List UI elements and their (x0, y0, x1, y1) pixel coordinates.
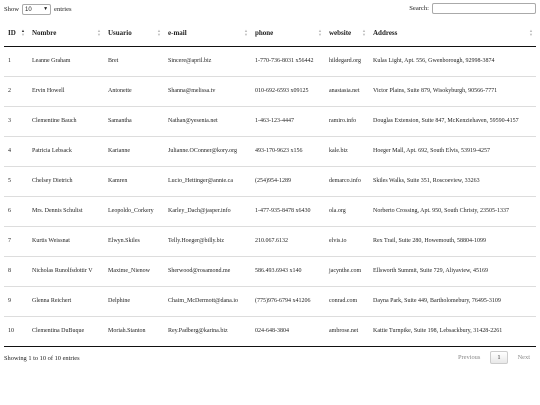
sort-arrows-icon: ▲ ▼ (157, 27, 161, 37)
website-cell: jacynthe.com (325, 256, 369, 286)
address-cell: Ellsworth Summit, Suite 729, Aliyaview, 45169 (369, 256, 536, 286)
website-cell: conrad.com (325, 286, 369, 316)
email-cell: Lucio_Hettinger@annie.ca (164, 166, 251, 196)
phone-cell: (775)976-6794 x41206 (251, 286, 325, 316)
address-cell: Norberto Crossing, Apt. 950, South Christy, 23505-1337 (369, 196, 536, 226)
username-cell: Karianne (104, 136, 164, 166)
name-cell: Clementina DuBuque (28, 316, 104, 346)
website-cell: demarco.info (325, 166, 369, 196)
address-cell: Douglas Extension, Suite 847, McKenziehaven, 59590-4157 (369, 106, 536, 136)
email-cell: Shanna@melissa.tv (164, 76, 251, 106)
website-cell: ola.org (325, 196, 369, 226)
phone-cell: 1-477-935-8478 x6430 (251, 196, 325, 226)
address-cell: Rex Trail, Suite 280, Howemouth, 58804-1099 (369, 226, 536, 256)
length-control (4, 4, 72, 15)
search-input[interactable] (432, 3, 536, 14)
phone-cell: 1-770-736-8031 x56442 (255, 57, 314, 64)
table-header-row (4, 20, 536, 46)
username-cell: Antonette (104, 76, 164, 106)
column-header-usuario[interactable] (104, 20, 164, 46)
website-cell: elvis.io (325, 226, 369, 256)
username-cell: Moriah.Stanton (104, 316, 164, 346)
username-cell: Leopoldo_Corkery (104, 196, 164, 226)
table-controls (4, 3, 536, 17)
next-button[interactable]: Next (517, 354, 530, 361)
sort-arrows-icon: ▲ ▼ (529, 27, 533, 37)
name-cell: Ervin Howell (28, 76, 104, 106)
name-cell: Clementine Bauch (28, 106, 104, 136)
email-cell: Telly.Hoeger@billy.biz (164, 226, 251, 256)
name-cell: Mrs. Dennis Schulist (28, 196, 104, 226)
column-header-label: phone (255, 28, 274, 37)
table-info: Showing 1 to 10 of 10 entries (4, 355, 80, 362)
id-cell: 9 (4, 286, 28, 316)
entries-select[interactable] (22, 4, 51, 15)
column-header-nombre[interactable] (28, 20, 104, 46)
id-cell: 6 (4, 196, 28, 226)
email-cell: Sincere@april.biz (168, 57, 212, 64)
column-header-label: Usuario (108, 28, 132, 37)
id-cell: 8 (4, 256, 28, 286)
column-header-label: e-mail (168, 28, 187, 37)
table-row (4, 256, 536, 286)
column-header-address[interactable] (369, 20, 536, 46)
address-cell: Hoeger Mall, Apt. 692, South Elvis, 53919-4257 (369, 136, 536, 166)
phone-cell: 024-648-3804 (251, 316, 325, 346)
entries-label: entries (54, 6, 72, 13)
email-cell: Rey.Padberg@karina.biz (164, 316, 251, 346)
name-cell: Nicholas Runolfsdottir V (28, 256, 104, 286)
phone-cell: (254)954-1289 (251, 166, 325, 196)
id-cell: 1 (8, 57, 11, 64)
phone-cell: 210.067.6132 (251, 226, 325, 256)
username-cell: Elwyn.Skiles (104, 226, 164, 256)
username-cell: Maxime_Nienow (104, 256, 164, 286)
table-row (4, 106, 536, 136)
sort-arrows-icon: ▲ ▼ (318, 27, 322, 37)
address-cell: Kattie Turnpike, Suite 198, Lebsackbury, 31428-2261 (369, 316, 536, 346)
website-cell: hildegard.org (329, 57, 362, 64)
column-header-id[interactable] (4, 20, 28, 46)
phone-cell: 493-170-9623 x156 (251, 136, 325, 166)
address-cell: Kulas Light, Apt. 556, Gwenborough, 92998-3874 (373, 57, 495, 64)
table-body (4, 46, 536, 346)
name-cell: Kurtis Weissnat (28, 226, 104, 256)
table-row (4, 226, 536, 256)
website-cell: anastasia.net (325, 76, 369, 106)
column-header-label: Nombre (32, 28, 57, 37)
id-cell: 10 (4, 316, 28, 346)
username-cell: Samantha (104, 106, 164, 136)
name-cell: Chelsey Dietrich (28, 166, 104, 196)
email-cell: Karley_Dach@jasper.info (164, 196, 251, 226)
pagination (452, 351, 536, 364)
column-header-e-mail[interactable] (164, 20, 251, 46)
column-header-label: Address (373, 28, 398, 37)
address-cell: Dayna Park, Suite 449, Bartholomebury, 76495-3109 (369, 286, 536, 316)
sort-arrows-icon: ▲ ▼ (244, 27, 248, 37)
search-control (409, 3, 536, 14)
phone-cell: 1-463-123-4447 (251, 106, 325, 136)
sort-arrows-icon: ▲ ▼ (97, 27, 101, 37)
table-row (4, 166, 536, 196)
column-header-label: ID (8, 28, 16, 37)
users-table (4, 20, 536, 347)
website-cell: ambrose.net (325, 316, 369, 346)
address-cell: Skiles Walks, Suite 351, Roscoeview, 33263 (369, 166, 536, 196)
website-cell: ramiro.info (325, 106, 369, 136)
phone-cell: 010-692-6593 x09125 (251, 76, 325, 106)
table-row (4, 316, 536, 346)
name-cell: Glenna Reichert (28, 286, 104, 316)
id-cell: 7 (4, 226, 28, 256)
email-cell: Sherwood@rosamond.me (164, 256, 251, 286)
name-cell: Leanne Graham (32, 57, 71, 64)
phone-cell: 586.493.6943 x140 (251, 256, 325, 286)
column-header-phone[interactable] (251, 20, 325, 46)
id-cell: 2 (4, 76, 28, 106)
page-1-button[interactable]: 1 (490, 351, 507, 364)
email-cell: Nathan@yesenia.net (164, 106, 251, 136)
column-header-label: website (329, 28, 352, 37)
username-cell: Bret (108, 57, 119, 64)
email-cell: Chaim_McDermott@dana.io (164, 286, 251, 316)
name-cell: Patricia Lebsack (28, 136, 104, 166)
chevron-down-icon: ▼ (43, 6, 49, 12)
address-cell: Victor Plains, Suite 879, Wisokyburgh, 90566-7771 (369, 76, 536, 106)
username-cell: Kamren (104, 166, 164, 196)
table-row (4, 76, 536, 106)
table-row (4, 46, 536, 76)
username-cell: Delphine (104, 286, 164, 316)
previous-button[interactable]: Previous (457, 354, 481, 361)
id-cell: 5 (4, 166, 28, 196)
website-cell: kale.biz (325, 136, 369, 166)
sort-arrows-icon: ▲ ▼ (362, 27, 366, 37)
show-label: Show (4, 6, 20, 13)
table-row (4, 286, 536, 316)
search-label: Search: (409, 5, 429, 12)
entries-select-value: 10 (25, 6, 32, 13)
email-cell: Julianne.OConner@kory.org (164, 136, 251, 166)
id-cell: 3 (4, 106, 28, 136)
column-header-website[interactable] (325, 20, 369, 46)
id-cell: 4 (4, 136, 28, 166)
sort-arrows-icon: ▲ ▼ (21, 27, 25, 37)
table-row (4, 136, 536, 166)
table-row (4, 196, 536, 226)
